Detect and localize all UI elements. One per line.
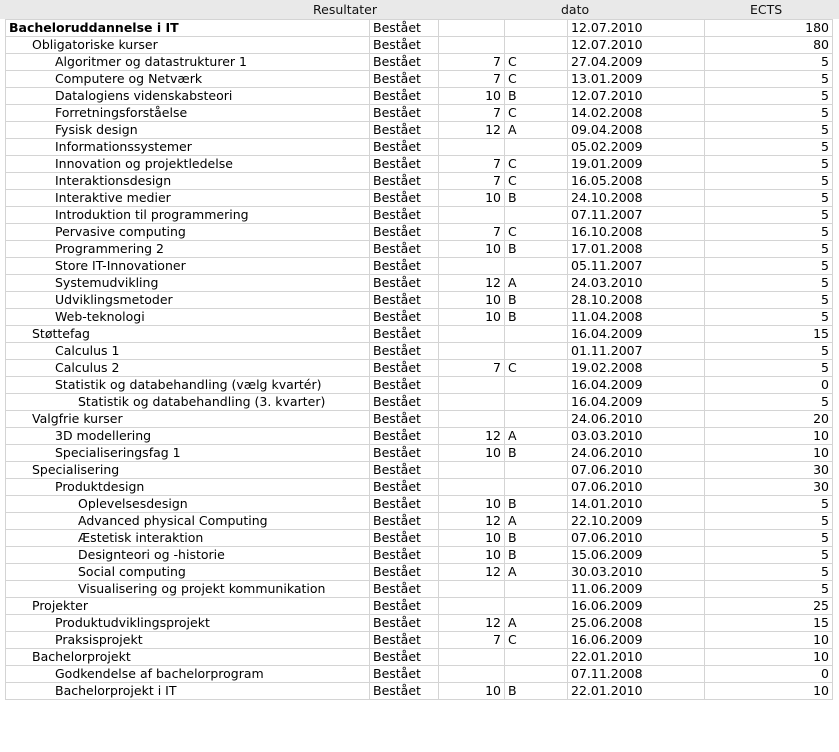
course-grade-letter: A bbox=[505, 122, 568, 139]
course-ects: 5 bbox=[705, 292, 833, 309]
course-date: 28.10.2008 bbox=[568, 292, 705, 309]
course-ects: 10 bbox=[705, 632, 833, 649]
table-row[interactable] bbox=[6, 513, 833, 530]
table-row[interactable] bbox=[6, 258, 833, 275]
course-grade-letter: C bbox=[505, 71, 568, 88]
course-date: 24.06.2010 bbox=[568, 411, 705, 428]
course-ects: 5 bbox=[705, 224, 833, 241]
course-grade-letter bbox=[505, 139, 568, 156]
course-ects: 5 bbox=[705, 360, 833, 377]
course-grade-letter bbox=[505, 343, 568, 360]
course-grade-letter: B bbox=[505, 530, 568, 547]
course-grade: 7 bbox=[439, 224, 505, 241]
course-name: Statistik og databehandling (vælg kvartér) bbox=[6, 377, 370, 394]
course-grade bbox=[439, 394, 505, 411]
course-ects: 5 bbox=[705, 173, 833, 190]
course-name: Produktudviklingsprojekt bbox=[6, 615, 370, 632]
table-row[interactable] bbox=[6, 309, 833, 326]
table-row[interactable] bbox=[6, 547, 833, 564]
header-dato: dato bbox=[561, 2, 590, 17]
course-grade: 12 bbox=[439, 428, 505, 445]
course-status: Bestået bbox=[370, 20, 439, 37]
course-name: Udviklingsmetoder bbox=[6, 292, 370, 309]
course-date: 27.04.2009 bbox=[568, 54, 705, 71]
course-grade: 12 bbox=[439, 564, 505, 581]
course-grade-letter bbox=[505, 20, 568, 37]
course-ects: 5 bbox=[705, 343, 833, 360]
course-name: Social computing bbox=[6, 564, 370, 581]
table-row[interactable] bbox=[6, 224, 833, 241]
table-row[interactable] bbox=[6, 275, 833, 292]
course-ects: 10 bbox=[705, 428, 833, 445]
course-status: Bestået bbox=[370, 343, 439, 360]
course-grade-letter: B bbox=[505, 88, 568, 105]
course-grade-letter bbox=[505, 37, 568, 54]
course-grade-letter bbox=[505, 411, 568, 428]
course-grade-letter: B bbox=[505, 292, 568, 309]
course-grade-letter: B bbox=[505, 683, 568, 700]
course-date: 25.06.2008 bbox=[568, 615, 705, 632]
course-grade-letter: A bbox=[505, 275, 568, 292]
course-ects: 5 bbox=[705, 513, 833, 530]
course-name: Statistik og databehandling (3. kvarter) bbox=[6, 394, 370, 411]
course-grade bbox=[439, 598, 505, 615]
course-name: Calculus 1 bbox=[6, 343, 370, 360]
course-ects: 5 bbox=[705, 71, 833, 88]
course-grade-letter: C bbox=[505, 173, 568, 190]
table-row[interactable] bbox=[6, 20, 833, 37]
course-grade-letter: C bbox=[505, 632, 568, 649]
course-grade: 10 bbox=[439, 683, 505, 700]
course-name: Advanced physical Computing bbox=[6, 513, 370, 530]
course-date: 14.02.2008 bbox=[568, 105, 705, 122]
course-grade-letter: C bbox=[505, 360, 568, 377]
course-status: Bestået bbox=[370, 683, 439, 700]
course-grade: 10 bbox=[439, 496, 505, 513]
course-status: Bestået bbox=[370, 139, 439, 156]
course-grade-letter: B bbox=[505, 445, 568, 462]
table-row[interactable] bbox=[6, 105, 833, 122]
course-ects: 5 bbox=[705, 547, 833, 564]
course-name: Obligatoriske kurser bbox=[6, 37, 370, 54]
table-row[interactable] bbox=[6, 54, 833, 71]
results-table bbox=[5, 19, 833, 700]
course-date: 24.03.2010 bbox=[568, 275, 705, 292]
table-row[interactable] bbox=[6, 411, 833, 428]
course-grade: 12 bbox=[439, 615, 505, 632]
course-date: 14.01.2010 bbox=[568, 496, 705, 513]
course-date: 16.06.2009 bbox=[568, 632, 705, 649]
course-date: 07.06.2010 bbox=[568, 530, 705, 547]
course-grade-letter bbox=[505, 649, 568, 666]
course-ects: 15 bbox=[705, 326, 833, 343]
course-ects: 5 bbox=[705, 581, 833, 598]
course-name: Datalogiens videnskabsteori bbox=[6, 88, 370, 105]
course-ects: 5 bbox=[705, 496, 833, 513]
table-row[interactable] bbox=[6, 496, 833, 513]
course-grade-letter: A bbox=[505, 513, 568, 530]
table-row[interactable] bbox=[6, 666, 833, 683]
course-ects: 5 bbox=[705, 258, 833, 275]
course-name: Innovation og projektledelse bbox=[6, 156, 370, 173]
course-status: Bestået bbox=[370, 615, 439, 632]
course-status: Bestået bbox=[370, 649, 439, 666]
course-status: Bestået bbox=[370, 530, 439, 547]
course-grade: 10 bbox=[439, 241, 505, 258]
course-date: 22.10.2009 bbox=[568, 513, 705, 530]
course-status: Bestået bbox=[370, 258, 439, 275]
course-date: 05.11.2007 bbox=[568, 258, 705, 275]
table-row[interactable] bbox=[6, 190, 833, 207]
table-row[interactable] bbox=[6, 71, 833, 88]
table-row[interactable] bbox=[6, 360, 833, 377]
course-name: Interaktionsdesign bbox=[6, 173, 370, 190]
course-date: 24.06.2010 bbox=[568, 445, 705, 462]
course-grade: 10 bbox=[439, 309, 505, 326]
column-header-bar bbox=[0, 0, 839, 19]
course-grade: 10 bbox=[439, 445, 505, 462]
course-grade-letter: C bbox=[505, 54, 568, 71]
table-row[interactable] bbox=[6, 207, 833, 224]
course-grade-letter: C bbox=[505, 156, 568, 173]
course-ects: 0 bbox=[705, 666, 833, 683]
course-name: Algoritmer og datastrukturer 1 bbox=[6, 54, 370, 71]
course-grade-letter bbox=[505, 258, 568, 275]
course-name: Introduktion til programmering bbox=[6, 207, 370, 224]
course-status: Bestået bbox=[370, 105, 439, 122]
course-date: 05.02.2009 bbox=[568, 139, 705, 156]
course-grade: 7 bbox=[439, 54, 505, 71]
course-name: Støttefag bbox=[6, 326, 370, 343]
course-status: Bestået bbox=[370, 71, 439, 88]
course-grade-letter bbox=[505, 394, 568, 411]
course-date: 22.01.2010 bbox=[568, 683, 705, 700]
course-status: Bestået bbox=[370, 377, 439, 394]
course-grade-letter bbox=[505, 581, 568, 598]
course-ects: 5 bbox=[705, 156, 833, 173]
course-ects: 5 bbox=[705, 530, 833, 547]
course-date: 13.01.2009 bbox=[568, 71, 705, 88]
course-ects: 80 bbox=[705, 37, 833, 54]
course-grade: 10 bbox=[439, 190, 505, 207]
course-name: Fysisk design bbox=[6, 122, 370, 139]
course-grade bbox=[439, 343, 505, 360]
course-status: Bestået bbox=[370, 156, 439, 173]
course-ects: 5 bbox=[705, 54, 833, 71]
table-row[interactable] bbox=[6, 649, 833, 666]
course-grade bbox=[439, 207, 505, 224]
course-date: 16.04.2009 bbox=[568, 394, 705, 411]
course-date: 16.05.2008 bbox=[568, 173, 705, 190]
table-row[interactable] bbox=[6, 241, 833, 258]
course-status: Bestået bbox=[370, 275, 439, 292]
course-status: Bestået bbox=[370, 632, 439, 649]
course-ects: 5 bbox=[705, 88, 833, 105]
course-name: Programmering 2 bbox=[6, 241, 370, 258]
course-status: Bestået bbox=[370, 411, 439, 428]
course-grade-letter bbox=[505, 377, 568, 394]
course-status: Bestået bbox=[370, 292, 439, 309]
course-status: Bestået bbox=[370, 479, 439, 496]
course-date: 12.07.2010 bbox=[568, 37, 705, 54]
course-date: 07.06.2010 bbox=[568, 479, 705, 496]
course-ects: 5 bbox=[705, 394, 833, 411]
table-row[interactable] bbox=[6, 292, 833, 309]
course-date: 07.11.2008 bbox=[568, 666, 705, 683]
course-date: 17.01.2008 bbox=[568, 241, 705, 258]
course-grade: 7 bbox=[439, 173, 505, 190]
course-date: 24.10.2008 bbox=[568, 190, 705, 207]
course-grade: 7 bbox=[439, 360, 505, 377]
course-ects: 5 bbox=[705, 241, 833, 258]
table-row[interactable] bbox=[6, 88, 833, 105]
course-date: 30.03.2010 bbox=[568, 564, 705, 581]
course-grade-letter bbox=[505, 462, 568, 479]
course-grade: 12 bbox=[439, 122, 505, 139]
course-name: 3D modellering bbox=[6, 428, 370, 445]
course-date: 11.06.2009 bbox=[568, 581, 705, 598]
course-status: Bestået bbox=[370, 513, 439, 530]
course-grade bbox=[439, 377, 505, 394]
results-table-body bbox=[6, 20, 833, 700]
table-row[interactable] bbox=[6, 428, 833, 445]
course-grade-letter bbox=[505, 207, 568, 224]
course-grade: 10 bbox=[439, 547, 505, 564]
course-ects: 5 bbox=[705, 190, 833, 207]
course-date: 09.04.2008 bbox=[568, 122, 705, 139]
course-name: Praksisprojekt bbox=[6, 632, 370, 649]
course-status: Bestået bbox=[370, 581, 439, 598]
course-status: Bestået bbox=[370, 428, 439, 445]
course-grade-letter: C bbox=[505, 105, 568, 122]
table-row[interactable] bbox=[6, 394, 833, 411]
table-row[interactable] bbox=[6, 326, 833, 343]
course-date: 11.04.2008 bbox=[568, 309, 705, 326]
course-name: Pervasive computing bbox=[6, 224, 370, 241]
table-row[interactable] bbox=[6, 479, 833, 496]
course-status: Bestået bbox=[370, 360, 439, 377]
course-name: Bacheloruddannelse i IT bbox=[6, 20, 370, 37]
course-grade-letter: B bbox=[505, 496, 568, 513]
table-row[interactable] bbox=[6, 122, 833, 139]
course-name: Informationssystemer bbox=[6, 139, 370, 156]
course-grade: 12 bbox=[439, 513, 505, 530]
course-ects: 0 bbox=[705, 377, 833, 394]
course-status: Bestået bbox=[370, 326, 439, 343]
course-name: Bachelorprojekt bbox=[6, 649, 370, 666]
table-row[interactable] bbox=[6, 343, 833, 360]
course-grade-letter: A bbox=[505, 428, 568, 445]
course-date: 12.07.2010 bbox=[568, 88, 705, 105]
course-status: Bestået bbox=[370, 37, 439, 54]
course-name: Oplevelsesdesign bbox=[6, 496, 370, 513]
course-grade-letter: B bbox=[505, 309, 568, 326]
course-name: Forretningsforståelse bbox=[6, 105, 370, 122]
course-ects: 5 bbox=[705, 564, 833, 581]
course-grade: 10 bbox=[439, 292, 505, 309]
header-ects: ECTS bbox=[750, 2, 783, 17]
table-row[interactable] bbox=[6, 683, 833, 700]
course-ects: 5 bbox=[705, 139, 833, 156]
course-name: Produktdesign bbox=[6, 479, 370, 496]
course-ects: 5 bbox=[705, 207, 833, 224]
course-status: Bestået bbox=[370, 496, 439, 513]
course-date: 16.04.2009 bbox=[568, 326, 705, 343]
course-grade bbox=[439, 20, 505, 37]
course-grade-letter bbox=[505, 326, 568, 343]
course-grade bbox=[439, 479, 505, 496]
course-grade: 12 bbox=[439, 275, 505, 292]
course-name: Store IT-Innovationer bbox=[6, 258, 370, 275]
course-ects: 30 bbox=[705, 479, 833, 496]
course-grade: 7 bbox=[439, 632, 505, 649]
course-date: 16.04.2009 bbox=[568, 377, 705, 394]
course-status: Bestået bbox=[370, 241, 439, 258]
course-name: Calculus 2 bbox=[6, 360, 370, 377]
course-name: Specialiseringsfag 1 bbox=[6, 445, 370, 462]
course-grade: 7 bbox=[439, 71, 505, 88]
course-grade-letter bbox=[505, 479, 568, 496]
course-status: Bestået bbox=[370, 547, 439, 564]
table-row[interactable] bbox=[6, 530, 833, 547]
course-status: Bestået bbox=[370, 394, 439, 411]
course-grade bbox=[439, 326, 505, 343]
course-date: 07.11.2007 bbox=[568, 207, 705, 224]
course-date: 19.01.2009 bbox=[568, 156, 705, 173]
course-grade bbox=[439, 581, 505, 598]
course-ects: 25 bbox=[705, 598, 833, 615]
course-status: Bestået bbox=[370, 462, 439, 479]
course-date: 15.06.2009 bbox=[568, 547, 705, 564]
course-grade bbox=[439, 666, 505, 683]
course-status: Bestået bbox=[370, 122, 439, 139]
course-grade bbox=[439, 411, 505, 428]
course-date: 22.01.2010 bbox=[568, 649, 705, 666]
course-status: Bestået bbox=[370, 88, 439, 105]
course-grade-letter: A bbox=[505, 564, 568, 581]
course-grade: 10 bbox=[439, 88, 505, 105]
course-status: Bestået bbox=[370, 173, 439, 190]
course-grade bbox=[439, 462, 505, 479]
course-ects: 30 bbox=[705, 462, 833, 479]
course-status: Bestået bbox=[370, 598, 439, 615]
table-row[interactable] bbox=[6, 564, 833, 581]
course-grade-letter bbox=[505, 598, 568, 615]
course-status: Bestået bbox=[370, 207, 439, 224]
course-name: Valgfrie kurser bbox=[6, 411, 370, 428]
course-date: 16.06.2009 bbox=[568, 598, 705, 615]
course-name: Bachelorprojekt i IT bbox=[6, 683, 370, 700]
course-status: Bestået bbox=[370, 564, 439, 581]
course-grade bbox=[439, 139, 505, 156]
course-grade-letter: C bbox=[505, 224, 568, 241]
course-ects: 15 bbox=[705, 615, 833, 632]
course-grade bbox=[439, 649, 505, 666]
table-row[interactable] bbox=[6, 139, 833, 156]
table-row[interactable] bbox=[6, 462, 833, 479]
table-row[interactable] bbox=[6, 632, 833, 649]
course-name: Computere og Netværk bbox=[6, 71, 370, 88]
course-grade bbox=[439, 37, 505, 54]
table-row[interactable] bbox=[6, 581, 833, 598]
course-name: Æstetisk interaktion bbox=[6, 530, 370, 547]
table-row[interactable] bbox=[6, 377, 833, 394]
course-grade: 7 bbox=[439, 156, 505, 173]
course-name: Interaktive medier bbox=[6, 190, 370, 207]
course-name: Visualisering og projekt kommunikation bbox=[6, 581, 370, 598]
course-date: 03.03.2010 bbox=[568, 428, 705, 445]
header-resultater: Resultater bbox=[313, 2, 378, 17]
course-ects: 5 bbox=[705, 275, 833, 292]
course-grade-letter: B bbox=[505, 241, 568, 258]
course-name: Specialisering bbox=[6, 462, 370, 479]
course-name: Projekter bbox=[6, 598, 370, 615]
course-grade: 10 bbox=[439, 530, 505, 547]
course-ects: 10 bbox=[705, 445, 833, 462]
course-status: Bestået bbox=[370, 666, 439, 683]
table-row[interactable] bbox=[6, 37, 833, 54]
course-date: 12.07.2010 bbox=[568, 20, 705, 37]
course-name: Systemudvikling bbox=[6, 275, 370, 292]
course-ects: 180 bbox=[705, 20, 833, 37]
course-grade: 7 bbox=[439, 105, 505, 122]
course-status: Bestået bbox=[370, 190, 439, 207]
course-name: Designteori og -historie bbox=[6, 547, 370, 564]
course-date: 01.11.2007 bbox=[568, 343, 705, 360]
course-date: 19.02.2008 bbox=[568, 360, 705, 377]
course-date: 07.06.2010 bbox=[568, 462, 705, 479]
course-ects: 5 bbox=[705, 122, 833, 139]
course-status: Bestået bbox=[370, 309, 439, 326]
course-ects: 5 bbox=[705, 309, 833, 326]
course-ects: 10 bbox=[705, 649, 833, 666]
table-row[interactable] bbox=[6, 598, 833, 615]
course-status: Bestået bbox=[370, 445, 439, 462]
course-ects: 10 bbox=[705, 683, 833, 700]
course-grade-letter bbox=[505, 666, 568, 683]
table-row[interactable] bbox=[6, 156, 833, 173]
course-grade-letter: B bbox=[505, 190, 568, 207]
table-row[interactable] bbox=[6, 445, 833, 462]
table-row[interactable] bbox=[6, 173, 833, 190]
course-grade bbox=[439, 258, 505, 275]
course-name: Godkendelse af bachelorprogram bbox=[6, 666, 370, 683]
course-ects: 5 bbox=[705, 105, 833, 122]
course-grade-letter: A bbox=[505, 615, 568, 632]
table-row[interactable] bbox=[6, 615, 833, 632]
course-grade-letter: B bbox=[505, 547, 568, 564]
course-date: 16.10.2008 bbox=[568, 224, 705, 241]
course-status: Bestået bbox=[370, 54, 439, 71]
course-name: Web-teknologi bbox=[6, 309, 370, 326]
course-ects: 20 bbox=[705, 411, 833, 428]
course-status: Bestået bbox=[370, 224, 439, 241]
